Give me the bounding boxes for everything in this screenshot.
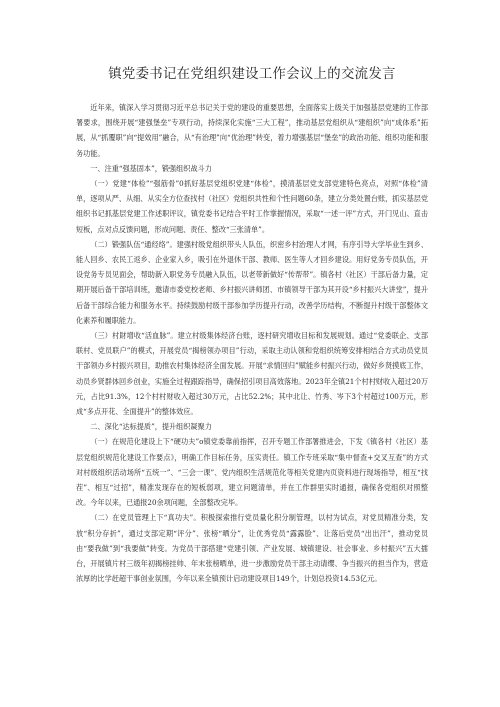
section-1-paragraph-1: （一）党建“体检”“强筋骨”0抓好基层党组织党建“体检”，摸清基层党支部党建特色亮点，对照“体检”清单，逐项从严、从细、从实全方位查找村（社区）党组织共性和个性问题60条，建立分类处置台账，抓实基层党组织书记抓基层党建工作述职评议，镇党委书记结合平时工作掌握情况，采取“一述一评”方式，开门见山、直击短板，点对点反馈问题，形成问题、责任、整改“三张清单”。 xyxy=(76,179,428,234)
document-title: 镇党委书记在党组织建设工作会议上的交流发言 xyxy=(108,67,396,82)
intro-paragraph: 近年来，镇深入学习贯彻习近平总书记关于党的建设的重要思想，全面落实上级关于加强基层党建的工作部署要求，围绕开展“建强堡垒”专项行动，持续深化实施“三大工程”，推动基层党组织从“建组织”向“成体系”拓展，从“抓覆职”向“提效用”融合，从“有治理”向“优治理”转变，着力增强基层“堡垒”的政治功能、组织功能和服务功能。 xyxy=(76,103,428,158)
section-1-paragraph-3: （三）村財增收“活血脉”。建立村级集体经济台账，逐村研究增收目标和发展规划。通过“党委联企、支部联村、党员联户”的模式，开展党员“揭榜领办项目”行动，采取主动认领和党组织统筹安排相结合方式动员党员干部领办乡村振兴项目，助推农村集体经济全面发展。开展“求情回归”赋能乡村振兴行动，做好乡贤摸底工作，动员乡贤群体回乡创业，实施全过程跟踪指导，确保招引项目高效落地。2023年全镇21个村村财收入超过20万元，占比91.3%，12个村村财收入超过30万元，占比52.2%；其中北让、竹秀、岑下3个村超过100万元，形成“多点开花、全面提升”的整体效应。 xyxy=(76,331,428,417)
section-2-paragraph-2: （二）在党员管理上下“真功夫”。积极探索推行党员量化积分制管理，以村为试点，对党员精准分类，发放“积分存折”，通过支部定期“评分”、张榜“晒分”，让优秀党员“露露脸”、让落后党员“出出汗”，推动党员由“要我做”到“我要做”转变。为党员干部搭建“党建引领、产业发展、城镇建设、社会事业、乡村振兴”五大擂台，开展镇片村三级年初揭榜挂帅、年末张榜晒单，进一步激励党员干部主动请缨、争当振兴的担当作为，营造浓厚的比学赶超干事创业氛围，今年以来全镇预计启动建设项目149个，计划总投资14.53亿元。 xyxy=(76,513,428,584)
section-1-paragraph-2: （二）锻强队伍“通经络”。建强村级党组织带头人队伍，织密乡村治理人才网，有序引导大学毕业生到乡、能人回乡、农民工返乡、企业家入乡，吸引在外退休干部、教师、医生等人才回乡建设。用好党务专员队伍，开设党务专员见面会，帮助新入职党务专员融入队伍，以老带新做好“传帮带”。镇各村（社区）干部后备力量，定期开展后备干部培训班，邀请市委党校老师、乡村振兴讲师团、市镇领导干部为其开设“乡村振兴大讲堂”，提升后备干部综合能力和服务水平。持续鼓励村级干部参加学历提升行动，改善学历结构，不断提升村级干部整体文化素养和履职能力。 xyxy=(76,239,428,325)
section-2-heading: 二、深化“达标提质”，提升组织凝聚力 xyxy=(90,422,212,432)
section-2-paragraph-1: （一）在规范化建设上下“硬功夫”o镇党委靠前指挥，召开专题工作部署推进会，下发《镇各村（社区）基层党组织规范化建设工作要点》，明确工作目标任务，压实责任。镇工作专班采取“集中督查+交叉互查”的方式对村级组织活动场所“五统一”、“三会一课”、党内组织生活规范化等相关党建内页资料进行现场指导，相互“找茬”、相互“过招”，精准发现存在的短板弱项，建立问题清单，并在工作群里实时通报，确保各党组织对照整改。今年以来，已通报20余项问题，全部整改完毕。 xyxy=(76,437,428,508)
section-1-heading: 一、注重“强基固本”，锻强组织战斗力 xyxy=(90,163,212,173)
